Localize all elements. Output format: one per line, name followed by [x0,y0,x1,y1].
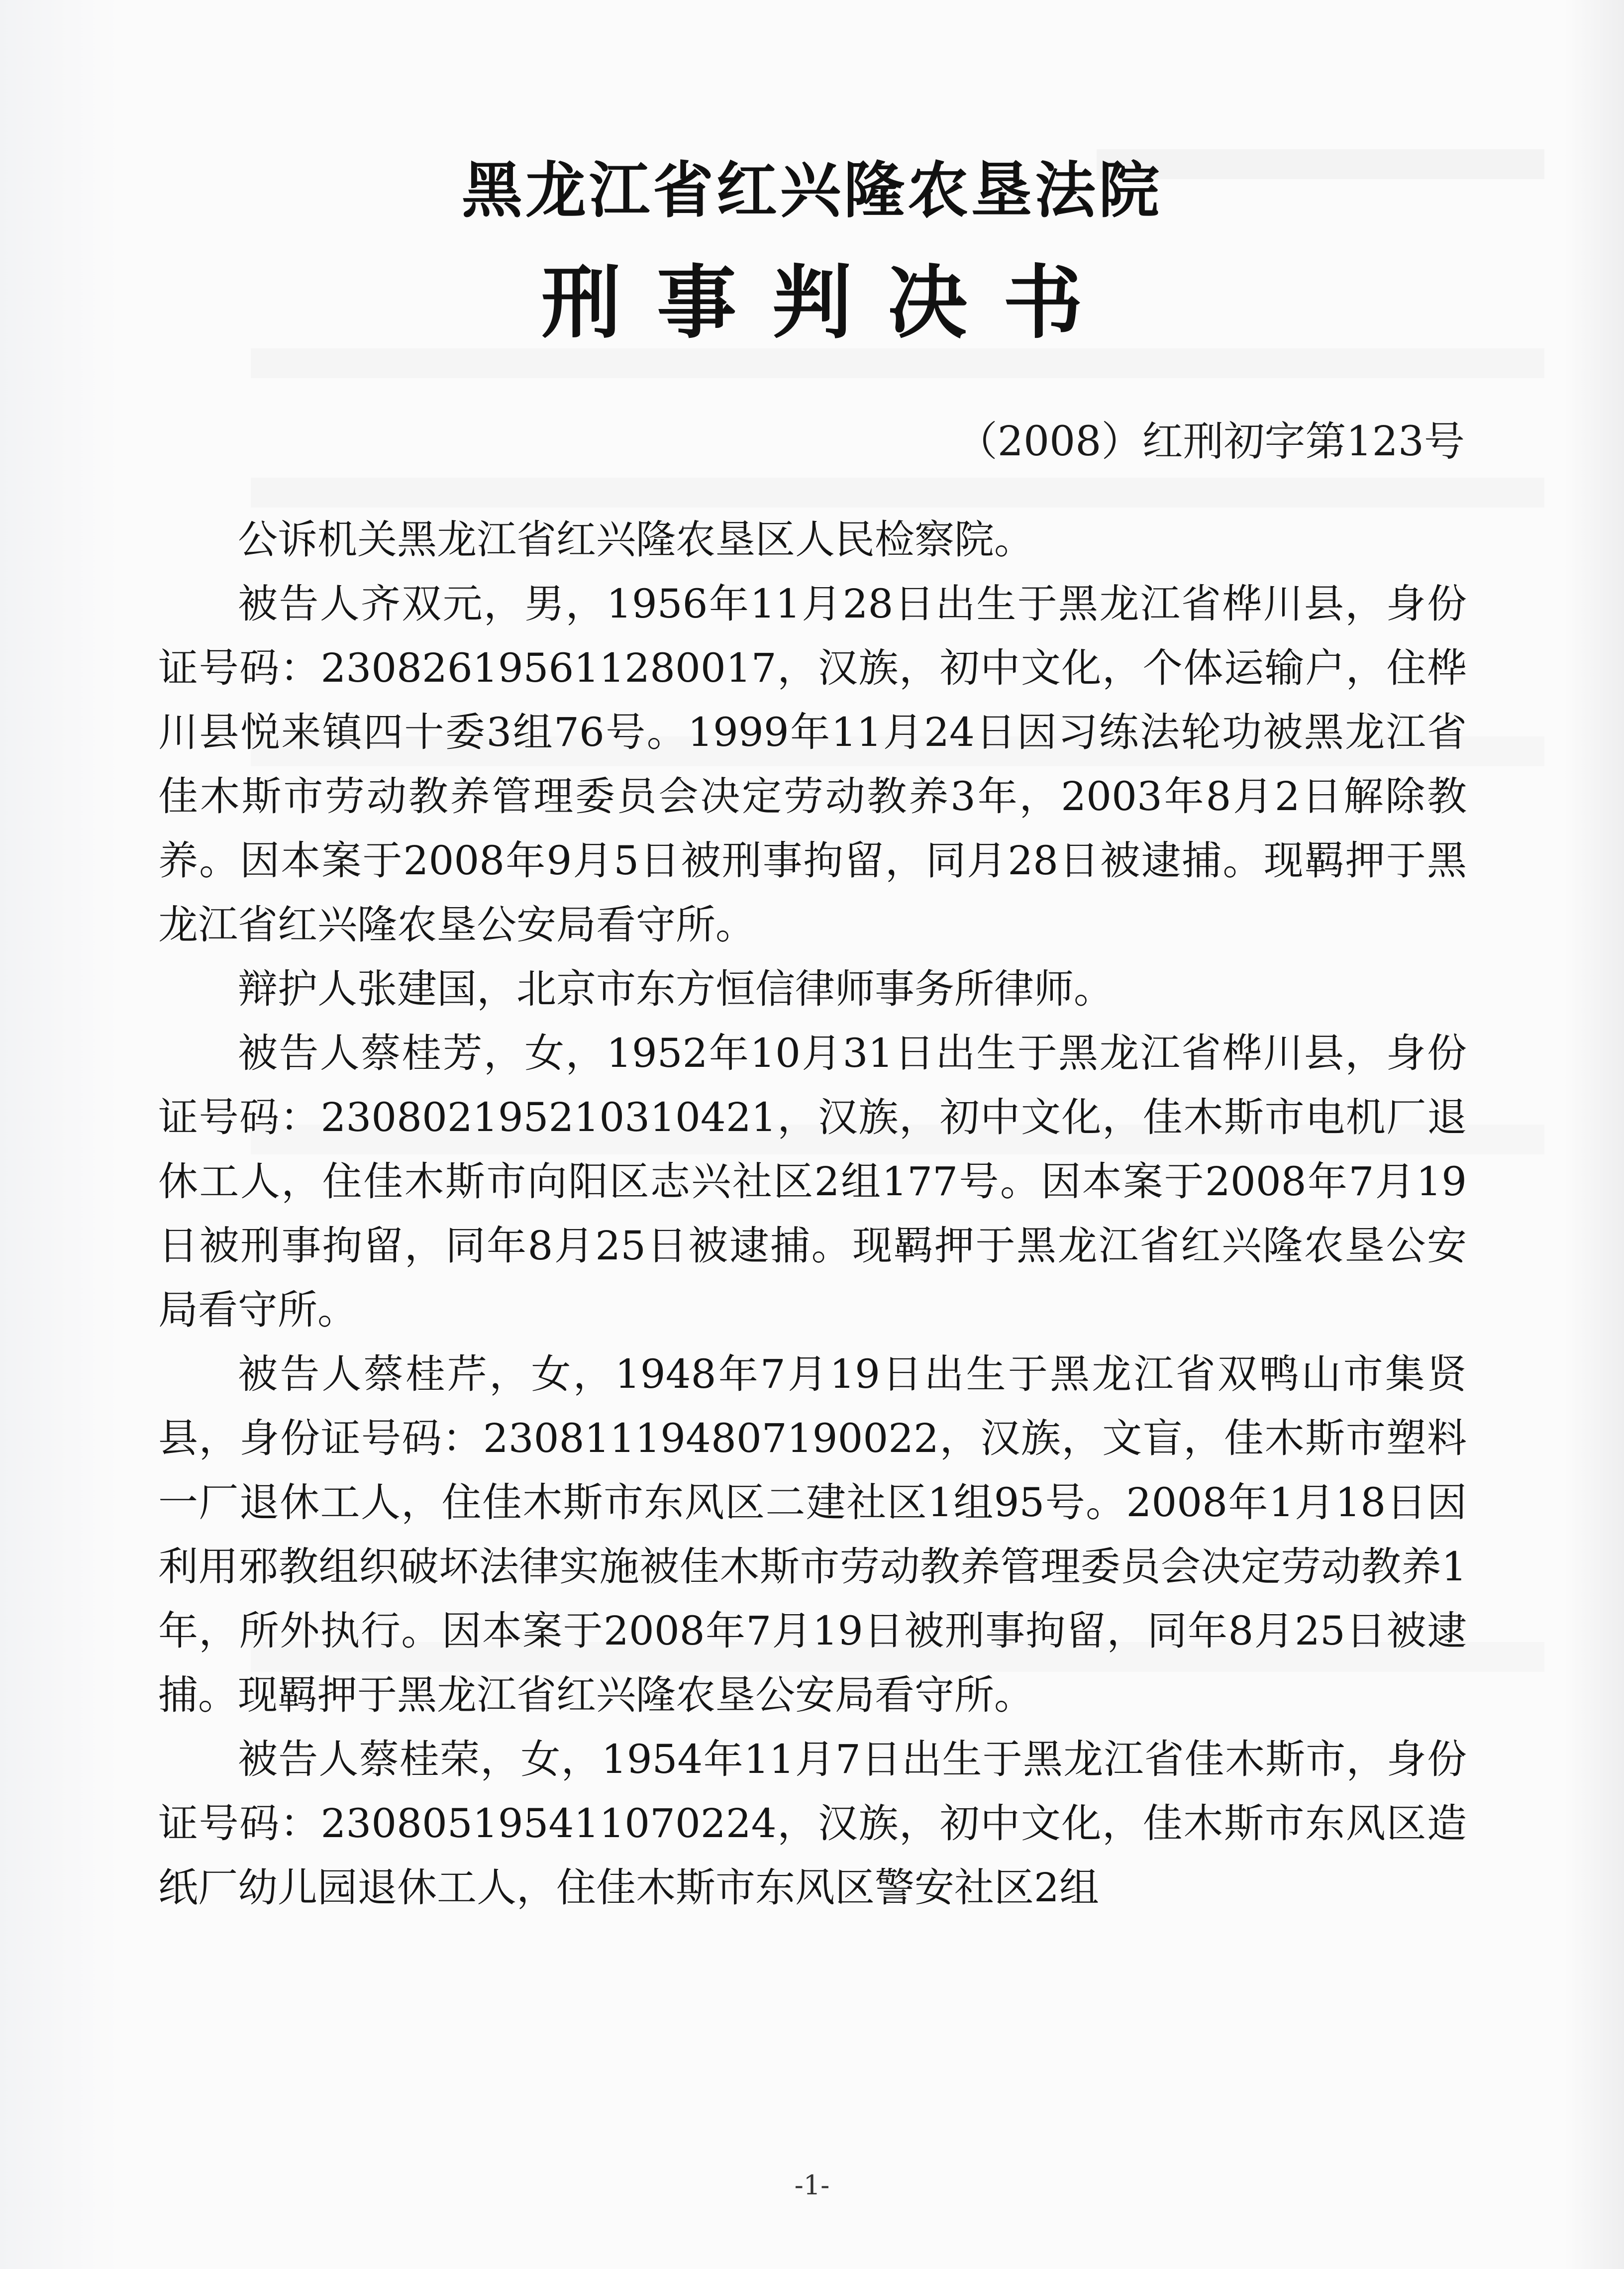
paragraph-defendant-cai-guifang: 被告人蔡桂芳，女，1952年10月31日出生于黑龙江省桦川县，身份证号码：230802195210310421，汉族，初中文化，佳木斯市电机厂退休工人，住佳木斯市向阳区志兴社区2组177号。因本案于2008年7月19日被刑事拘留，同年8月25日被逮捕。现羁押于黑龙江省红兴隆农垦公安局看守所。 [158,1030,1467,1333]
paragraph-defendant-cai-guiqin: 被告人蔡桂芹，女，1948年7月19日出生于黑龙江省双鸭山市集贤县，身份证号码：230811194807190022，汉族，文盲，佳木斯市塑料一厂退休工人，住佳木斯市东风区二建社区1组95号。2008年1月18日因利用邪教组织破坏法律实施被佳木斯市劳动教养管理委员会决定劳动教养1年，所外执行。因本案于2008年7月19日被刑事拘留，同年8月25日被逮捕。现羁押于黑龙江省红兴隆农垦公安局看守所。 [158,1351,1467,1718]
paragraph-defense-counsel: 辩护人张建国，北京市东方恒信律师事务所律师。 [238,966,1114,1012]
court-name: 黑龙江省红兴隆农垦法院 [462,155,1162,226]
paragraph-defendant-qi-shuangyuan: 被告人齐双元，男，1956年11月28日出生于黑龙江省桦川县，身份证号码：230826195611280017，汉族，初中文化，个体运输户，住桦川县悦来镇四十委3组76号。1999年11月24日因习练法轮功被黑龙江省佳木斯市劳动教养管理委员会决定劳动教养3年，2003年8月2日解除教养。因本案于2008年9月5日被刑事拘留，同月28日被逮捕。现羁押于黑龙江省红兴隆农垦公安局看守所。 [158,581,1467,948]
case-number: （2008）红刑初字第123号 [956,418,1465,465]
document-title: 刑事判决书 [541,256,1118,349]
paragraph-prosecutor: 公诉机关黑龙江省红兴隆农垦区人民检察院。 [238,516,1034,563]
paragraph-defendant-cai-guirong: 被告人蔡桂荣，女，1954年11月7日出生于黑龙江省佳木斯市，身份证号码：230805195411070224，汉族，初中文化，佳木斯市东风区造纸厂幼儿园退休工人，住佳木斯市东风区警安社区2组 [158,1736,1467,1911]
bleed-through-mark [251,478,1544,508]
judgment-body [158,508,1467,1920]
page-number: -1- [794,2169,830,2201]
